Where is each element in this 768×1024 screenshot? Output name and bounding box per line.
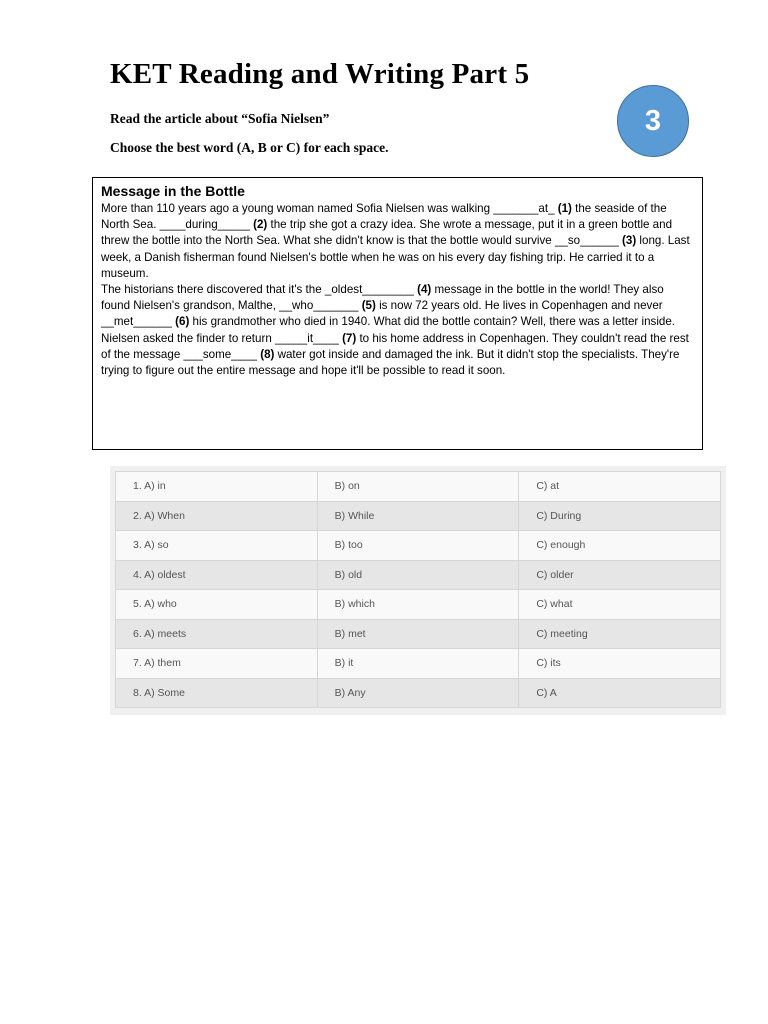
options-table: [115, 471, 721, 708]
option-c: C) its: [519, 649, 721, 679]
option-c: C) A: [519, 678, 721, 708]
option-b: B) met: [317, 619, 519, 649]
option-c: C) at: [519, 472, 721, 502]
options-panel: [110, 466, 726, 715]
option-a: 2. A) When: [116, 501, 318, 531]
option-b: B) While: [317, 501, 519, 531]
option-b: B) Any: [317, 678, 519, 708]
table-row: [116, 501, 721, 531]
table-row: [116, 678, 721, 708]
option-c: C) enough: [519, 531, 721, 561]
article-text: to his home address in Copenhagen. They couldn't read the rest of the message ___some____: [101, 331, 689, 361]
gap-number: (2): [253, 218, 268, 232]
table-row: [116, 649, 721, 679]
option-b: B) old: [317, 560, 519, 590]
article-paragraph-2: [101, 282, 694, 379]
article-text: his grandmother who died in 1940. What did the bottle contain? Well, there was a letter inside. Nielsen asked the finder to return _____it____: [101, 315, 676, 345]
option-a: 4. A) oldest: [116, 560, 318, 590]
table-row: [116, 472, 721, 502]
option-a: 3. A) so: [116, 531, 318, 561]
article-paragraph-1: [101, 201, 694, 282]
article-body: [101, 201, 694, 379]
option-c: C) what: [519, 590, 721, 620]
article-text: water got inside and damaged the ink. But it didn't stop the specialists. They're trying to figure out the entire message and hope it'll be possible to read it soon.: [101, 347, 680, 378]
option-b: B) too: [317, 531, 519, 561]
instruction-read: Read the article about “Sofia Nielsen”: [110, 111, 330, 126]
option-a: 5. A) who: [116, 590, 318, 620]
option-c: C) meeting: [519, 619, 721, 649]
instruction-choose: Choose the best word (A, B or C) for each space.: [110, 140, 389, 155]
gap-number: (1): [557, 202, 572, 215]
article-text: The historians there discovered that it's the _oldest________: [101, 283, 418, 297]
part-number-badge: 3: [617, 85, 689, 157]
table-row: [116, 590, 721, 620]
option-b: B) which: [317, 590, 519, 620]
article-text: is now 72 years old. He lives in Copenhagen and never __met______: [101, 299, 663, 329]
article-text: the trip she got a crazy idea. She wrote a message, put it in a green bottle and threw the bottle into the North Sea. What she didn't know is that the bottle would survive __so______: [101, 218, 673, 248]
gap-number: (7): [342, 331, 357, 345]
article-text: message in the bottle in the world! They also found Nielsen's grandson, Malthe, __who_______: [101, 283, 664, 313]
gap-number: (3): [622, 234, 637, 248]
option-b: B) it: [317, 649, 519, 679]
article-text: the seaside of the North Sea. ____during_____: [101, 202, 667, 232]
option-a: 1. A) in: [116, 472, 318, 502]
article-box: [92, 177, 703, 450]
table-row: [116, 560, 721, 590]
gap-number: (5): [361, 299, 376, 313]
option-a: 8. A) Some: [116, 678, 318, 708]
gap-number: (4): [417, 283, 432, 297]
page-title: KET Reading and Writing Part 5: [110, 58, 530, 90]
option-a: 6. A) meets: [116, 619, 318, 649]
option-c: C) During: [519, 501, 721, 531]
table-row: [116, 531, 721, 561]
article-text: More than 110 years ago a young woman named Sofia Nielsen was walking _______at_: [101, 202, 558, 215]
option-c: C) older: [519, 560, 721, 590]
gap-number: (6): [175, 315, 190, 329]
option-a: 7. A) them: [116, 649, 318, 679]
article-title: Message in the Bottle: [101, 183, 245, 199]
option-b: B) on: [317, 472, 519, 502]
article-text: long. Last week, a Danish fisherman found Nielsen's bottle when he was on his every day fishing trip. He carried it to a museum.: [101, 234, 690, 280]
table-row: [116, 619, 721, 649]
gap-number: (8): [260, 347, 275, 361]
